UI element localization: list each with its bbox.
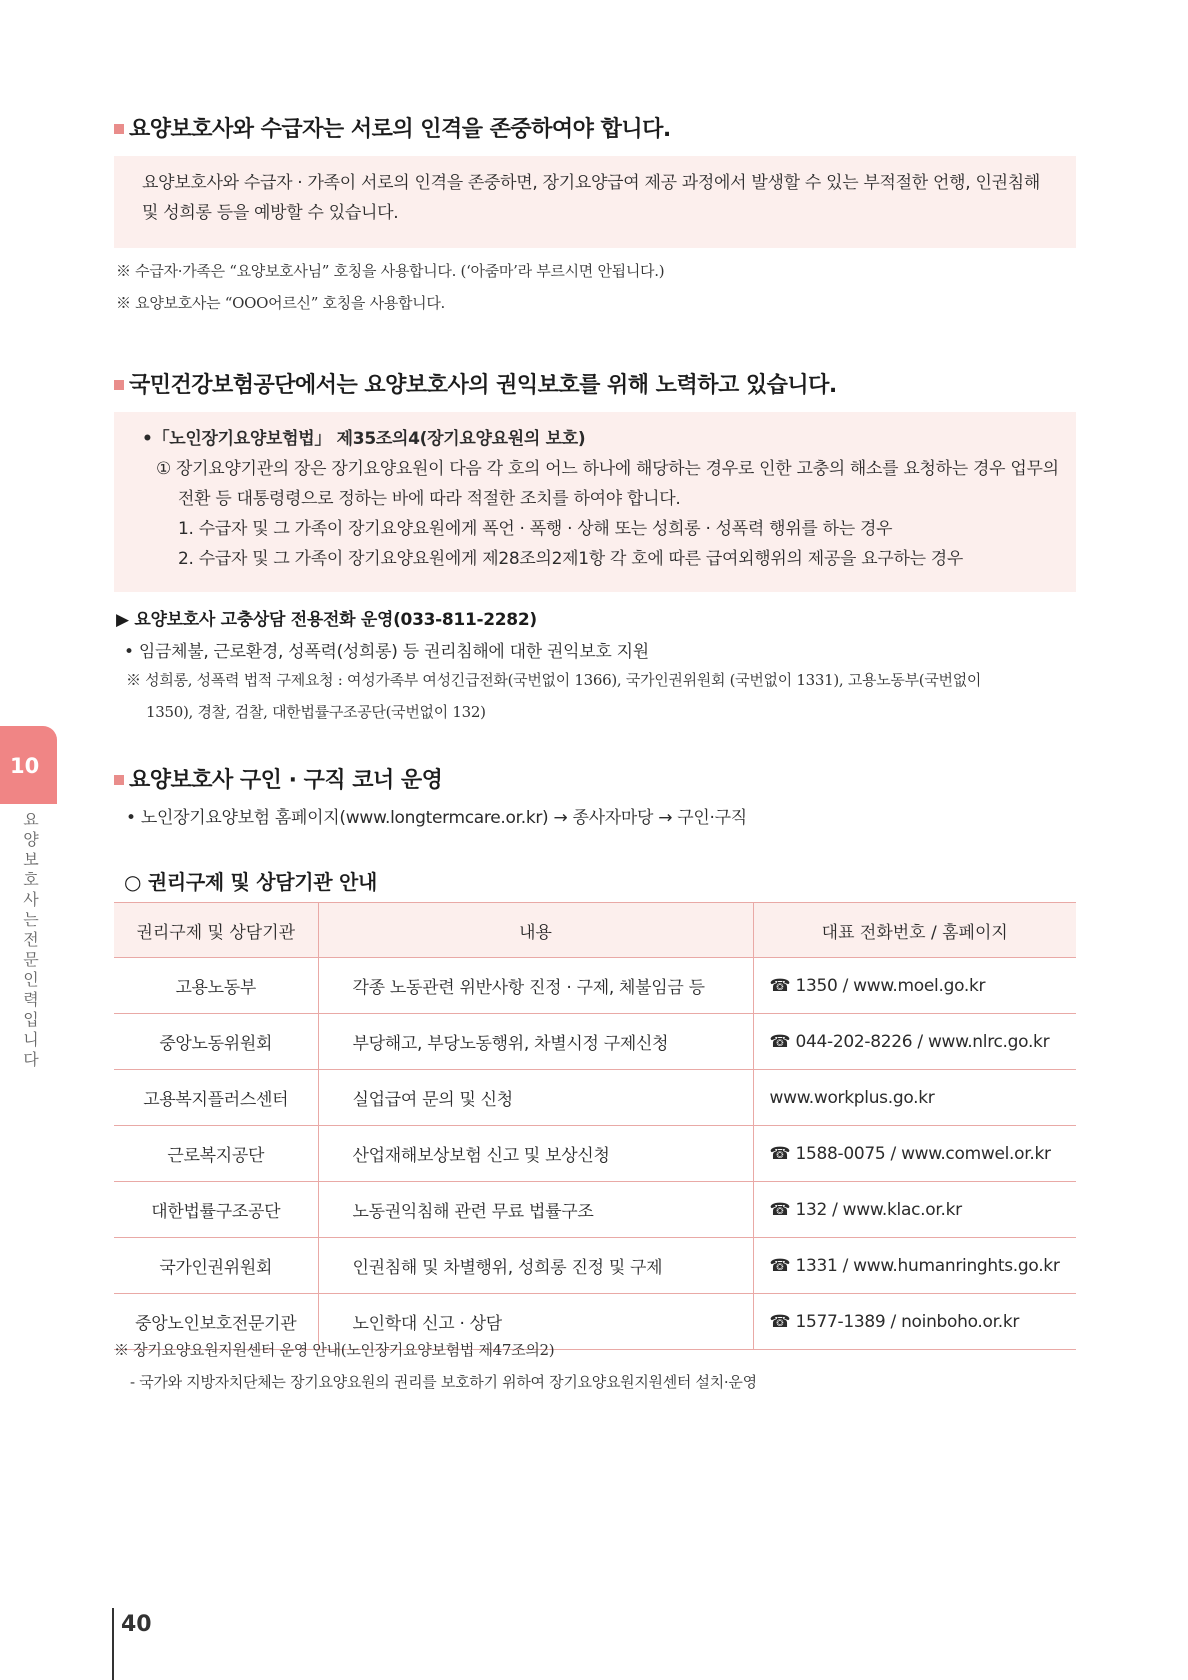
org-cell: 중앙노동위원회 xyxy=(114,1014,318,1070)
law-line: ① 장기요양기관의 장은 장기요양요원이 다음 각 호의 어느 하나에 해당하는 경우로 인한 고충의 해소를 요청하는 경우 업무의 xyxy=(156,459,1059,479)
job-corner-line: • 노인장기요양보험 홈페이지(www.longtermcare.or.kr) → 종사자마당 → 구인·구직 xyxy=(126,808,747,828)
section1-title: 요양보호사와 수급자는 서로의 인격을 존중하여야 합니다. xyxy=(114,112,671,143)
table-row xyxy=(114,1014,1076,1070)
table-note: ※ 장기요양요원지원센터 운영 안내(노인장기요양보험법 제47조의2) xyxy=(114,1341,555,1359)
page-number-rule xyxy=(112,1608,114,1680)
table-row xyxy=(114,958,1076,1014)
table-row xyxy=(114,1126,1076,1182)
org-cell: 국가인권위원회 xyxy=(114,1238,318,1294)
page-number: 40 xyxy=(121,1612,152,1637)
section1-note: ※ 요양보호사는 “OOO어르신” 호칭을 사용합니다. xyxy=(116,294,446,312)
table-header-cell: 권리구제 및 상담기관 xyxy=(114,903,318,958)
contact-cell: ☎ 044-202-8226 / www.nlrc.go.kr xyxy=(753,1014,1076,1070)
table-header-cell: 대표 전화번호 / 홈페이지 xyxy=(753,903,1076,958)
contact-cell: ☎ 1588-0075 / www.comwel.or.kr xyxy=(753,1126,1076,1182)
section1-box-line: 요양보호사와 수급자 · 가족이 서로의 인격을 존중하면, 장기요양급여 제공 과정에서 발생할 수 있는 부적절한 언행, 인권침해 xyxy=(142,173,1040,193)
contact-cell: www.workplus.go.kr xyxy=(753,1070,1076,1126)
table-row xyxy=(114,1182,1076,1238)
content-cell: 산업재해보상보험 신고 및 보상신청 xyxy=(318,1126,753,1182)
section1-box-line: 및 성희롱 등을 예방할 수 있습니다. xyxy=(142,203,399,223)
table-header-row xyxy=(114,903,1076,958)
square-bullet-icon xyxy=(114,380,124,390)
law-box xyxy=(114,412,1076,592)
org-cell: 근로복지공단 xyxy=(114,1126,318,1182)
section2-title: 국민건강보험공단에서는 요양보호사의 권익보호를 위해 노력하고 있습니다. xyxy=(114,368,837,399)
rights-relief-table xyxy=(114,902,1076,1350)
hotline-title: ▶ 요양보호사 고충상담 전용전화 운영(033-811-2282) xyxy=(116,610,537,630)
law-title: •「노인장기요양보험법」 제35조의4(장기요양요원의 보호) xyxy=(142,429,586,449)
content-cell: 노인학대 신고 · 상담 xyxy=(318,1294,753,1350)
org-cell: 고용복지플러스센터 xyxy=(114,1070,318,1126)
law-line: 2. 수급자 및 그 가족이 장기요양요원에게 제28조의2제1항 각 호에 따른 급여외행위의 제공을 요구하는 경우 xyxy=(178,549,964,569)
chapter-side-text: 요양보호사는 전문인력입니다 xyxy=(23,810,39,1069)
org-cell: 대한법률구조공단 xyxy=(114,1182,318,1238)
table-row xyxy=(114,1070,1076,1126)
hotline-desc: • 임금체불, 근로환경, 성폭력(성희롱) 등 권리침해에 대한 권익보호 지원 xyxy=(124,642,649,662)
content-cell: 부당해고, 부당노동행위, 차별시정 구제신청 xyxy=(318,1014,753,1070)
hotline-note: 1350), 경찰, 검찰, 대한법률구조공단(국번없이 132) xyxy=(146,703,486,721)
square-bullet-icon xyxy=(114,124,124,134)
section3-title: 요양보호사 구인 · 구직 코너 운영 xyxy=(114,763,442,794)
square-bullet-icon xyxy=(114,775,124,785)
section1-note: ※ 수급자·가족은 “요양보호사님” 호칭을 사용합니다. (‘아줌마’라 부르시면 안됩니다.) xyxy=(116,262,665,280)
contact-cell: ☎ 1331 / www.humanringhts.go.kr xyxy=(753,1238,1076,1294)
content-cell: 실업급여 문의 및 신청 xyxy=(318,1070,753,1126)
contact-cell: ☎ 1350 / www.moel.go.kr xyxy=(753,958,1076,1014)
content-cell: 인권침해 및 차별행위, 성희롱 진정 및 구제 xyxy=(318,1238,753,1294)
contact-cell: ☎ 132 / www.klac.or.kr xyxy=(753,1182,1076,1238)
contact-cell: ☎ 1577-1389 / noinboho.or.kr xyxy=(753,1294,1076,1350)
table-header-cell: 내용 xyxy=(318,903,753,958)
hotline-note: ※ 성희롱, 성폭력 법적 구제요청 : 여성가족부 여성긴급전화(국번없이 1366), 국가인권위원회 (국번없이 1331), 고용노동부(국번없이 xyxy=(126,671,982,689)
section1-box xyxy=(114,156,1076,248)
table-note: - 국가와 지방자치단체는 장기요양요원의 권리를 보호하기 위하여 장기요양요원지원센터 설치·운영 xyxy=(130,1373,757,1391)
law-line: 전환 등 대통령령으로 정하는 바에 따라 적절한 조치를 하여야 합니다. xyxy=(178,489,681,509)
table-title: ○ 권리구제 및 상담기관 안내 xyxy=(124,870,378,894)
law-line: 1. 수급자 및 그 가족이 장기요양요원에게 폭언 · 폭행 · 상해 또는 성희롱 · 성폭력 행위를 하는 경우 xyxy=(178,519,893,539)
content-cell: 각종 노동관련 위반사항 진정 · 구제, 체불임금 등 xyxy=(318,958,753,1014)
content-cell: 노동권익침해 관련 무료 법률구조 xyxy=(318,1182,753,1238)
org-cell: 중앙노인보호전문기관 xyxy=(114,1294,318,1350)
chapter-tab: 10 xyxy=(0,726,57,804)
table-row xyxy=(114,1238,1076,1294)
org-cell: 고용노동부 xyxy=(114,958,318,1014)
